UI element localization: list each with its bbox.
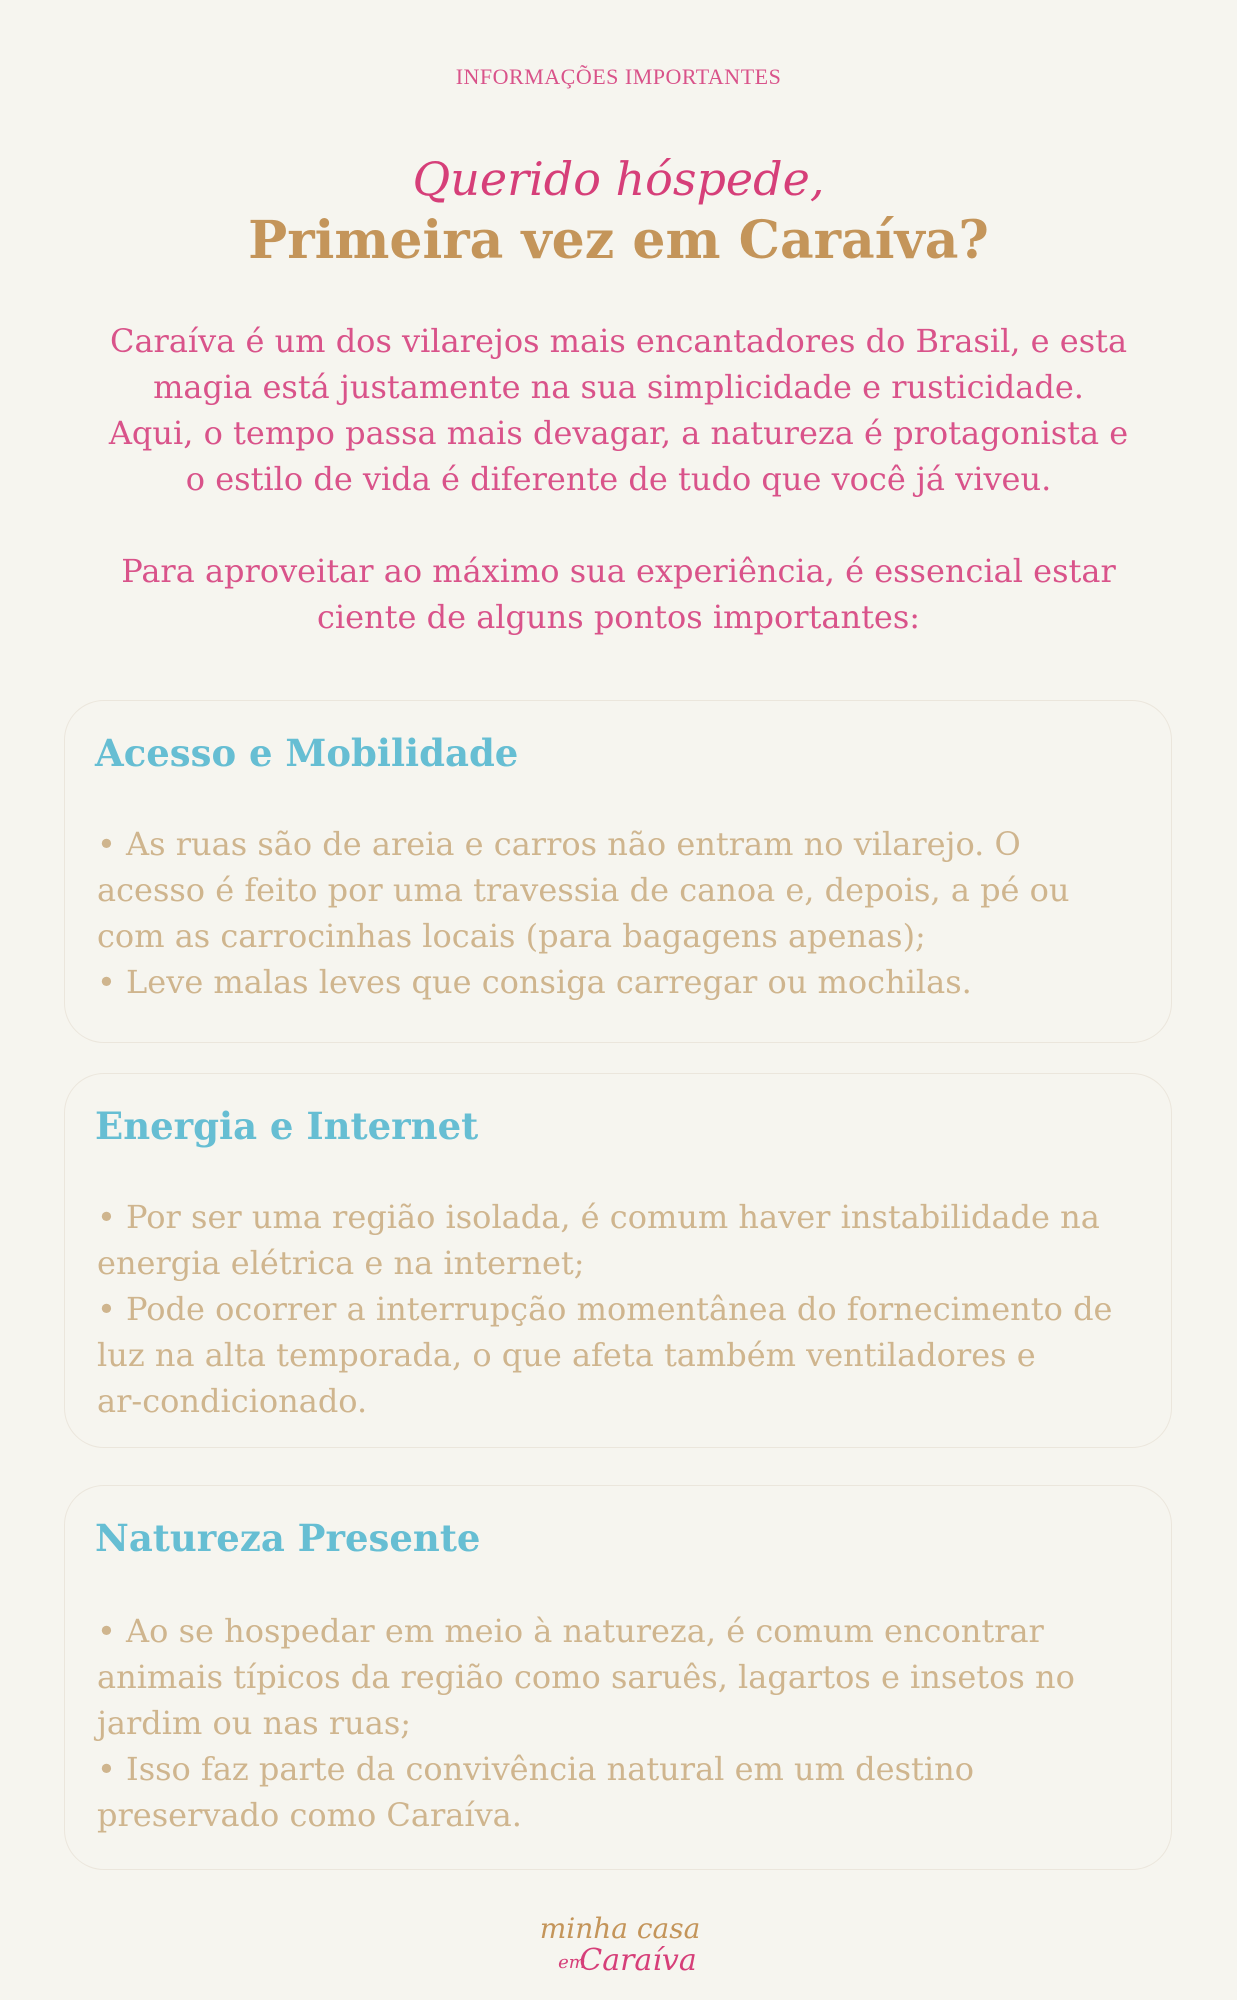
- card-body: [97, 1194, 1143, 1424]
- card-line: animais típicos da região como saruês, lagartos e insetos no: [97, 1658, 1075, 1696]
- card-line: • Por ser uma região isolada, é comum haver instabilidade na: [97, 1198, 1100, 1236]
- logo-line1: minha casa: [539, 1912, 701, 1945]
- card-nature: [64, 1485, 1172, 1870]
- greeting: Querido hóspede,: [412, 152, 825, 206]
- intro-line: Caraíva é um dos vilarejos mais encantadores do Brasil, e esta: [109, 322, 1128, 360]
- card-body: [97, 1608, 1143, 1838]
- intro-line: o estilo de vida é diferente de tudo que você já viveu.: [185, 460, 1052, 498]
- card-access-mobility: [64, 700, 1172, 1043]
- card-line: jardim ou nas ruas;: [97, 1704, 412, 1742]
- card-line: com as carrocinhas locais (para bagagens apenas);: [97, 917, 926, 955]
- logo-line2-prefix: em: [558, 1952, 586, 1973]
- card-line: acesso é feito por uma travessia de canoa e, depois, a pé ou: [97, 871, 1070, 909]
- card-line: • Ao se hospedar em meio à natureza, é comum encontrar: [97, 1612, 1044, 1650]
- brand-logo: [520, 1908, 720, 1978]
- card-line: preservado como Caraíva.: [97, 1796, 522, 1834]
- card-title: Energia e Internet: [95, 1104, 479, 1148]
- card-line: energia elétrica e na internet;: [97, 1244, 585, 1282]
- intro-line: magia está justamente na sua simplicidade e rusticidade.: [153, 368, 1084, 406]
- card-energy-internet: [64, 1073, 1172, 1448]
- intro-paragraph: [90, 318, 1147, 502]
- intro-line: Aqui, o tempo passa mais devagar, a natureza é protagonista e: [108, 414, 1129, 452]
- logo-line2-name: Caraíva: [579, 1943, 697, 1978]
- card-line: luz na alta temporada, o que afeta também ventiladores e: [97, 1336, 1036, 1374]
- intro-line: Para aproveitar ao máximo sua experiência, é essencial estar: [121, 552, 1116, 590]
- card-title: Natureza Presente: [95, 1516, 481, 1560]
- card-body: [97, 821, 1143, 1005]
- eyebrow-label: INFORMAÇÕES IMPORTANTES: [455, 64, 782, 89]
- card-line: • Pode ocorrer a interrupção momentânea do fornecimento de: [97, 1290, 1113, 1328]
- card-title: Acesso e Mobilidade: [95, 731, 519, 775]
- card-line: • As ruas são de areia e carros não entram no vilarejo. O: [97, 825, 1021, 863]
- page-title: Primeira vez em Caraíva?: [248, 210, 989, 271]
- intro-line: ciente de alguns pontos importantes:: [316, 598, 921, 636]
- card-line: • Leve malas leves que consiga carregar ou mochilas.: [97, 963, 972, 1001]
- intro-paragraph-2: [90, 548, 1147, 640]
- card-line: ar-condicionado.: [97, 1382, 368, 1420]
- card-line: • Isso faz parte da convivência natural em um destino: [97, 1750, 974, 1788]
